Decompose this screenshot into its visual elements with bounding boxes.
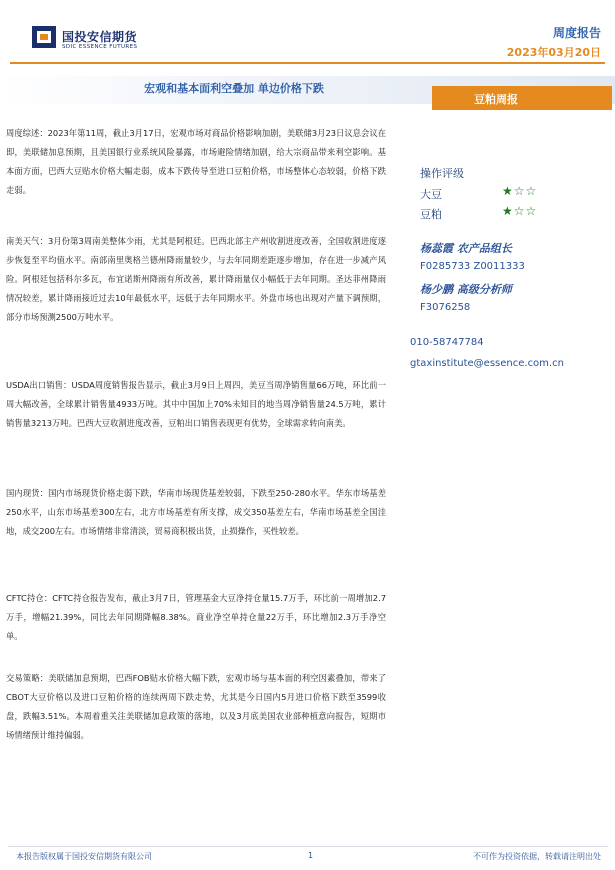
weekly-summary-paragraph: 周度综述：2023年第11周，截止3月17日，宏观市场对商品价格影响加剧，美联储3月23日议息会议在即，美联储加息预期，且美国银行业系统风险暴露，市场避险情绪加剧，给大宗商品带来利空影响。基本面方面，巴西大豆贴水价格大幅走弱，成本下跌传导至进口豆粕价格，市场整体心态较弱，价格下跌走弱。 (6, 128, 386, 195)
logo-icon (32, 26, 56, 48)
category-tag-label: 豆粕周报 (474, 93, 518, 106)
cftc-position-paragraph: CFTC持仓：CFTC持仓报告发布，截止3月7日，管理基金大豆净持仓量15.7万手，环比前一周增加2.7万手，增幅21.39%，同比去年同期降幅8.38%。商业净空单持仓量22万手，环比增加2.3万手净空单。 (6, 593, 386, 641)
domestic-spot-paragraph: 国内现货：国内市场现货价格走弱下跌，华南市场现货基差较弱，下跌至250-280水平。华东市场基差250水平，山东市场基差300左右，北方市场基差有所支撑，成交350基差左右，华南市场基差全国洼地，成交200左右。市场情绪非常清淡，贸易商积极出货，止损操作，买性较差。 (6, 488, 386, 536)
header-divider (10, 62, 605, 64)
analyst-certificate: F0285733 Z0011333 (420, 261, 525, 272)
category-tag (432, 86, 612, 110)
report-title: 宏观和基本面利空叠加 单边价格下跌 (144, 82, 324, 95)
copyright-notice: 本报告版权属于国投安信期货有限公司 (16, 852, 152, 861)
rating-item-soybean: 大豆 (420, 188, 442, 201)
disclaimer-notice: 不可作为投资依据，转载请注明出处 (473, 852, 601, 861)
report-type: 周度报告 (552, 26, 601, 40)
rating-title: 操作评级 (420, 167, 464, 180)
south-america-weather-paragraph: 南美天气：3月份第3周南美整体少雨，尤其是阿根廷。巴西北部主产州收割进度改善，全国收割进度逐步恢复至平均值水平。南部南里奥格兰德州降雨量较少，与去年同期差距逐步增加，存在进一步减产风险。阿根廷包括科尔多瓦，布宜诺斯州降雨有所改善，累计降雨量仅小幅低于去年同期。圣达菲州降雨情况较差，累计降雨接近过去10年最低水平，远低于去年同期水平。外盘市场也出现对产量下调预期，部分市场预测2500万吨水平。 (6, 236, 386, 322)
analyst-name: 杨少鹏 高级分析师 (420, 283, 512, 296)
rating-stars-icon: ★☆☆ (502, 204, 538, 218)
trading-strategy-paragraph: 交易策略：美联储加息预期，巴西FOB贴水价格大幅下跌，宏观市场与基本面的利空因素叠加，带来了CBOT大豆价格以及进口豆粕价格的连续两周下跌走势，尤其是今日国内5月进口价格下跌至3599收盘，跌幅3.51%。本周着重关注美联储加息政策的落地，以及3月底美国农业部种植意向报告，短期市场情绪预计维持偏弱。 (6, 673, 386, 740)
analyst-name: 杨蕊霞 农产品组长 (420, 242, 512, 255)
report-date: 2023年03月20日 (506, 46, 601, 59)
analyst-certificate: F3076258 (420, 302, 471, 313)
contact-email[interactable]: gtaxinstitute@essence.com.cn (410, 358, 564, 369)
rating-item-soymeal: 豆粕 (420, 208, 442, 221)
contact-phone: 010-58747784 (410, 337, 484, 348)
page-number: 1 (308, 851, 314, 860)
usda-export-paragraph: USDA出口销售：USDA周度销售报告显示，截止3月9日上周四，美豆当周净销售量66万吨，环比前一周大幅改善，全球累计销售量4933万吨。其中中国加上70%未知目的地当周净销售量24.5万吨，累计销售量3213万吨。巴西大豆收割进度改善，豆粕出口销售表现更有优势，全球需求转向南美。 (6, 380, 386, 428)
logo-text-en: SDIC ESSENCE FUTURES (62, 44, 138, 50)
rating-stars-icon: ★☆☆ (502, 184, 538, 198)
logo-text: 国投安信期货 (62, 30, 138, 44)
footer-divider (8, 846, 608, 847)
